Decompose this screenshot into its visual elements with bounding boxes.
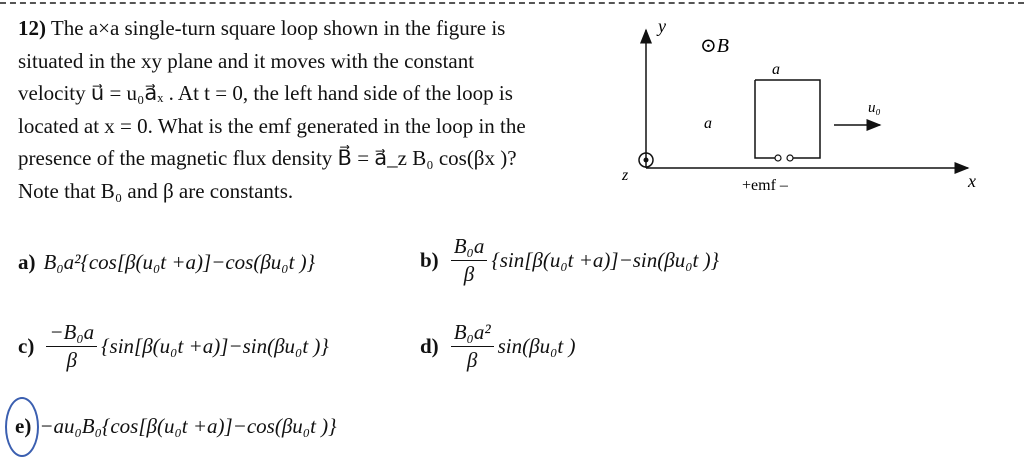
option-a-label: a) [18,250,36,274]
option-a-expression: B₀a²{cos[β(u₀t +a)]−cos(βu₀t )} [43,250,316,274]
option-e-expression: −au₀B₀{cos[β(u₀t +a)]−cos(βu₀t )} [39,414,337,438]
option-c-denominator: β [66,348,77,372]
z-axis-label: z [622,167,629,184]
option-d[interactable] [420,322,575,371]
option-b-numerator: B₀a [451,236,488,261]
option-c-numerator: −B₀a [46,322,97,347]
option-d-label: d) [420,334,439,358]
question-line-5: presence of the magnetic flux density B⃗ = a⃗_z B₀ cos(βx )? [18,146,517,170]
b-field-label: ⊙B⃗ [700,35,745,57]
question-text [18,12,618,207]
option-e[interactable] [15,414,337,439]
option-d-numerator: B₀a² [451,322,494,347]
option-b-expression: {sin[β(u₀t +a)]−sin(βu₀t )} [491,248,719,272]
x-axis-label: x [968,171,976,191]
terminal-plus [775,155,781,161]
question-line-1-text: The a×a single-turn square loop shown in the figure is [50,16,506,40]
option-c-fraction [46,322,97,371]
velocity-label: u₀ [868,100,881,116]
option-b-label: b) [420,248,439,272]
loop-figure [600,0,1024,210]
square-loop [755,80,820,158]
y-axis-label: y [658,16,666,36]
terminal-minus [787,155,793,161]
option-b-denominator: β [463,262,475,286]
option-b[interactable] [420,236,719,285]
question-line-2: situated in the xy plane and it moves with the constant [18,48,475,73]
option-e-label: e) [15,414,32,438]
option-c-label: c) [18,334,35,358]
question-line-3: velocity u⃗ = u₀a⃗ₓ . At t = 0, the left hand side of the loop is [18,81,513,105]
option-d-fraction [451,322,494,371]
option-a[interactable] [18,250,315,275]
option-c[interactable] [18,322,329,371]
question-line-4: located at x = 0. What is the emf generated in the loop in the [18,113,526,138]
option-d-denominator: β [466,348,478,372]
option-b-fraction [451,236,488,285]
option-c-expression: {sin[β(u₀t +a)]−sin(βu₀t )} [101,334,329,358]
left-side-label: a [704,115,712,132]
emf-label: +emf – [742,177,788,194]
question-line-6: Note that B₀ and β are constants. [18,178,294,203]
option-d-expression: sin(βu₀t ) [497,334,576,358]
top-side-label: a [772,61,780,78]
question-line-1 [18,12,618,45]
question-number: 12) [18,16,46,40]
